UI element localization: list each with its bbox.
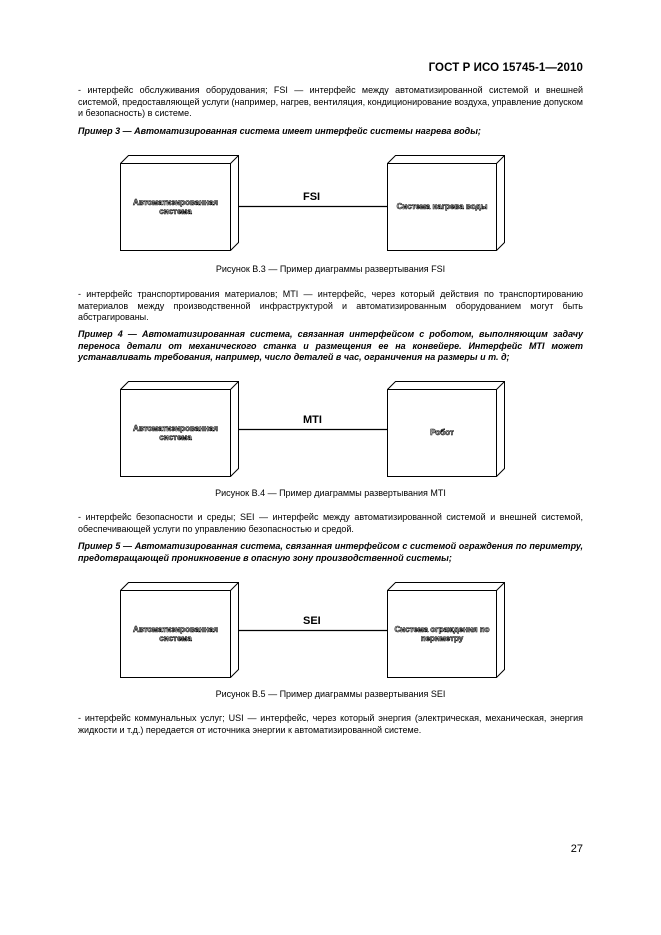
example-4: Пример 4 — Автоматизированная система, связанная интерфейсом с роботом, выполняющим задачу переноса детали от механического станка и размещения ее на конвейере. Интерфейс MTI может устанавливать требования, например, число деталей в час, ограничения на размеры и т. д; — [78, 329, 583, 362]
figure-b4-left-node: Автоматизированная система — [133, 423, 218, 442]
figure-b3-interface-label: FSI — [303, 191, 321, 203]
figure-b5-diagram — [120, 582, 505, 678]
example-5: Пример 5 — Автоматизированная система, связанная интерфейсом с системой ограждения по периметру, предотвращающей проникновение в опасную зону производственной системы; — [78, 541, 583, 563]
figure-b5-right-node: Система ограждения по периметру — [394, 624, 490, 643]
figure-b4-diagram — [120, 381, 505, 477]
figure-b4-caption: Рисунок B.4 — Пример диаграммы развертывания MTI — [215, 488, 446, 498]
figure-b3-left-node: Автоматизированная система — [133, 197, 218, 216]
paragraph-fsi: - интерфейс обслуживания оборудования; FSI — интерфейс между автоматизированной системой и внешней системой, предоставляющей услуги (например, нагрев, вентиляция, кондиционирование воздуха, управление допуском и безопасность) в системе. — [78, 85, 583, 118]
document-header: ГОСТ Р ИСО 15745-1—2010 — [428, 62, 583, 74]
figure-b3-right-node: Система нагрева воды — [396, 202, 488, 212]
figure-b4-right-node: Робот — [430, 428, 454, 438]
paragraph-mti: - интерфейс транспортирования материалов; MTI — интерфейс, через который действия по транспортированию материалов между производственной инфраструктурой и автоматизированным оборудованием могут быть абстрагированы. — [78, 289, 583, 322]
page-number: 27 — [570, 843, 583, 855]
figure-b5-caption: Рисунок B.5 — Пример диаграммы развертывания SEI — [215, 689, 446, 699]
figure-b4-interface-label: MTI — [303, 414, 322, 426]
figure-b3-diagram — [120, 155, 505, 251]
example-3: Пример 3 — Автоматизированная система имеет интерфейс системы нагрева воды; — [78, 126, 481, 136]
paragraph-usi: - интерфейс коммунальных услуг; USI — интерфейс, через который энергия (электрическая, механическая, энергия жидкости и т.д.) передается от источника энергии к автоматизированной системе. — [78, 713, 583, 735]
figure-b5-interface-label: SEI — [303, 615, 321, 627]
figure-b3-caption: Рисунок B.3 — Пример диаграммы развертывания FSI — [215, 264, 446, 274]
figure-b5-left-node: Автоматизированная система — [133, 624, 218, 643]
paragraph-sei: - интерфейс безопасности и среды; SEI — интерфейс между автоматизированной системой и внешней системой, обеспечивающей услуги по управлению безопасностью и средой. — [78, 512, 583, 534]
